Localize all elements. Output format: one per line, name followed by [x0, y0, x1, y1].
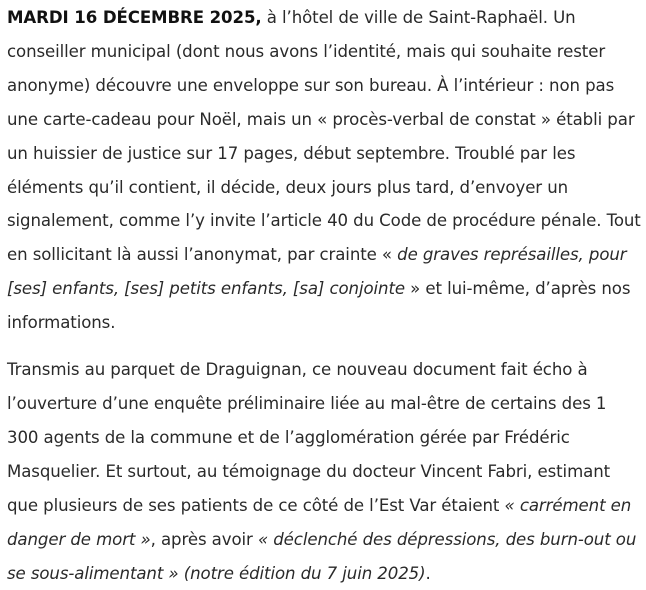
- paragraph-1-quote: de graves représailles, pour [ses] enfants, [ses] petits enfants, [sa] conjointe: [7, 245, 627, 299]
- paragraph-2-text-a: Transmis au parquet de Draguignan, ce nouveau document fait écho à l’ouverture d’une enquête préliminaire liée au mal-être de certains des 1 300 agents de la commune et de l’agglomération gérée par Frédéric Masquelier. Et surtout, au témoignage du docteur Vincent Fabri, estimant que plusieurs de ses patients de ce côté de l’Est Var étaient: [7, 360, 611, 515]
- paragraph-2-quote-2: « déclenché des dépressions, des burn-out ou se sous-alimentant » (notre édition du 7 juin 2025): [7, 529, 637, 583]
- paragraph-1-text-a: à l’hôtel de ville de Saint-Raphaël. Un conseiller municipal (dont nous avons l’identité, mais qui souhaite rester anonyme) découvre une enveloppe sur son bureau. À l’intérieur : non pas une carte-cadeau pour Noël, mais un « procès-verbal de constat » établi par un huissier de justice sur 17 pages, début septembre. Troublé par les éléments qu’il contient, il décide, deux jours plus tard, d’envoyer un signalement, comme l’y invite l’article 40 du Code de procédure pénale. Tout en sollicitant là aussi l’anonymat, par crainte «: [7, 8, 641, 265]
- paragraph-1-text-b: » et lui-même, d’après nos informations.: [7, 279, 631, 333]
- paragraph-2-text-c: .: [425, 563, 431, 583]
- paragraph-1: [7, 0, 641, 340]
- article-body: [7, 0, 641, 590]
- paragraph-2-text-b: , après avoir: [150, 529, 258, 549]
- paragraph-2-quote-1: « carrément en danger de mort »: [7, 495, 632, 549]
- dateline: MARDI 16 DÉCEMBRE 2025,: [7, 8, 262, 27]
- paragraph-2: [7, 352, 641, 590]
